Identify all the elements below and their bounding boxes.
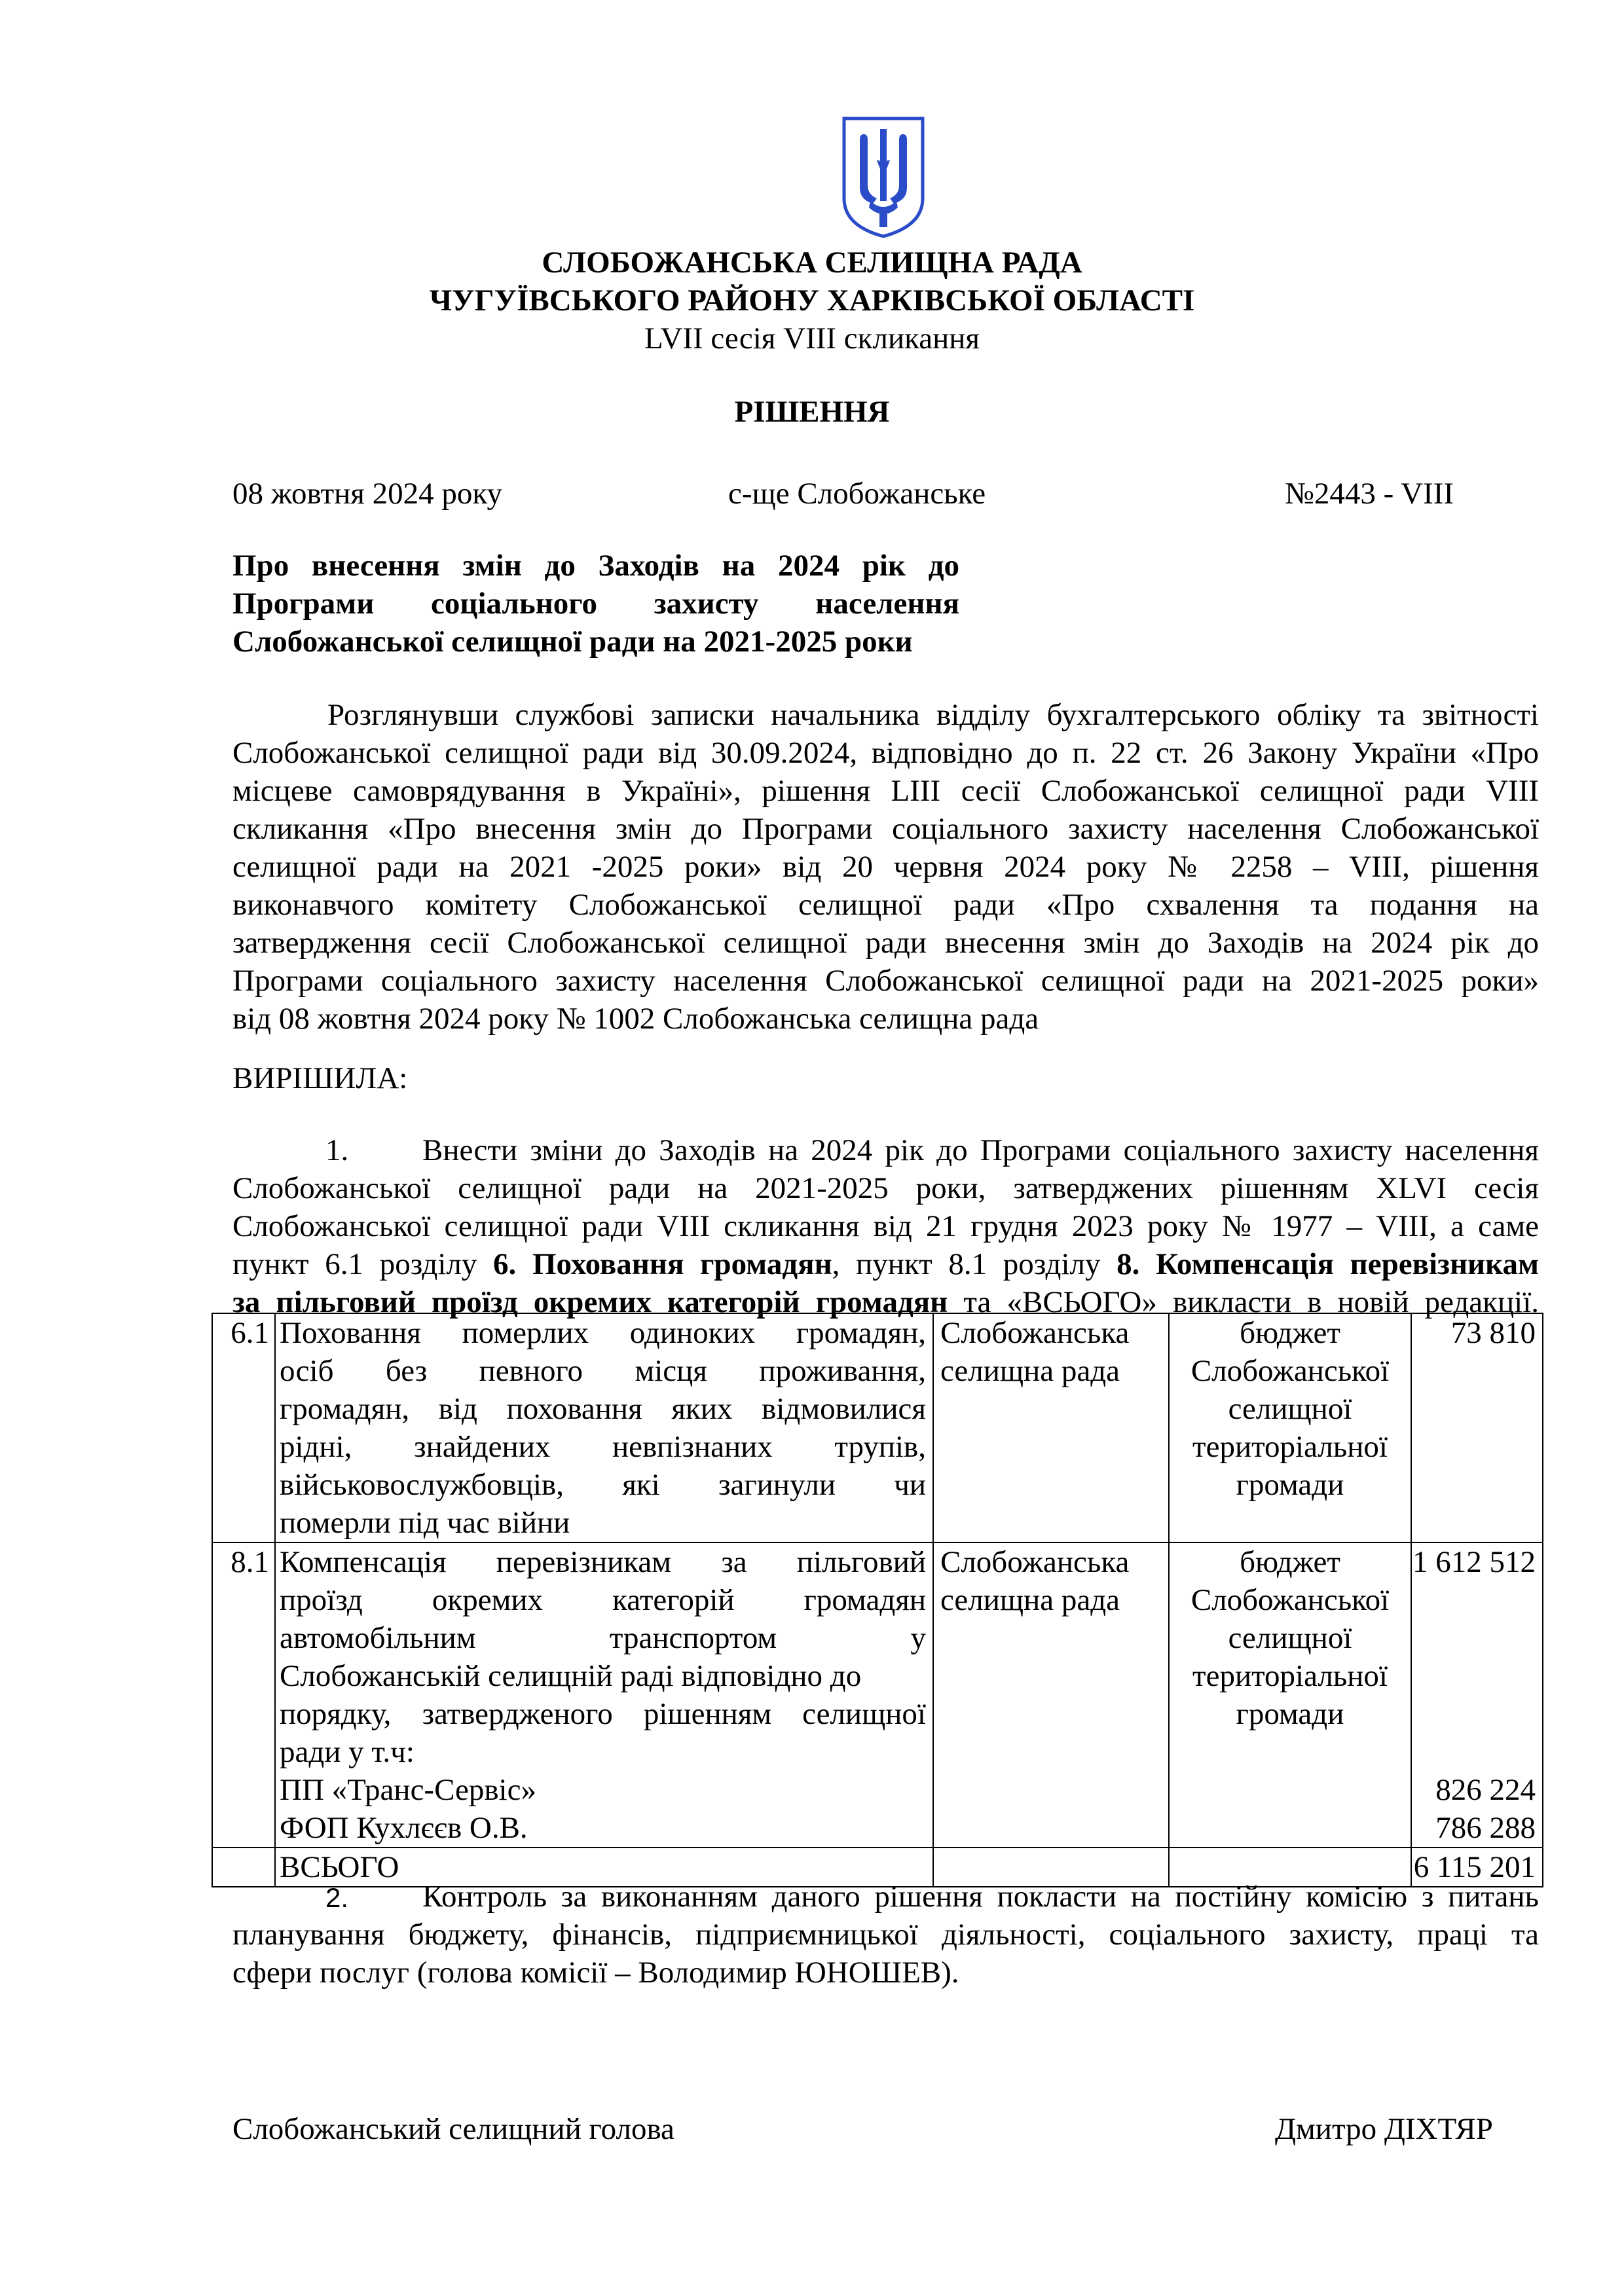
item-2-number: 2.: [325, 1882, 349, 1913]
source-line: бюджет: [1240, 1316, 1340, 1350]
row-executor: [933, 1542, 1169, 1848]
source-line: громади: [1236, 1697, 1344, 1731]
preamble-line: Слобожанської селищної ради від 30.09.2024, відповідно до п. 22 ст. 26 Закону України «Про: [232, 736, 1539, 770]
total-amount: 6 115 201: [1411, 1848, 1543, 1887]
sub-recipient: ФОП Кухлєєв О.В.: [280, 1811, 528, 1845]
preamble-line: скликання «Про внесення змін до Програми соціального захисту населення Слобожанської: [232, 812, 1539, 846]
description-line: Слобожанській селищній раді відповідно до: [280, 1659, 862, 1693]
preamble-line: місцеве самоврядування в Україні», рішення LIII сесії Слобожанської селищної ради VIII: [232, 774, 1539, 808]
measures-table: [212, 1313, 1543, 1887]
section-6-title: 6. Поховання громадян: [493, 1247, 832, 1281]
decision-date: 08 жовтня 2024 року: [232, 477, 503, 511]
item-1-text-run: , пункт 8.1 розділу: [832, 1247, 1117, 1281]
district-title: ЧУГУЇВСЬКОГО РАЙОНУ ХАРКІВСЬКОЇ ОБЛАСТІ: [429, 283, 1195, 318]
preamble-line: від 08 жовтня 2024 року № 1002 Слобожанська селищна рада: [232, 1002, 1039, 1036]
row-executor: [933, 1313, 1169, 1542]
description-line: порядку, затвердженого рішенням селищної: [280, 1697, 926, 1731]
signatory-name: Дмитро ДІХТЯР: [1275, 2112, 1493, 2146]
sub-amount: 786 288: [1435, 1811, 1536, 1845]
item-1-number: 1.: [325, 1133, 349, 1167]
description-line: автомобільним транспортом у: [280, 1621, 926, 1655]
subject-line: Про внесення змін до Заходів на 2024 рік до: [232, 549, 959, 583]
signatory-position: Слобожанський селищний голова: [232, 2112, 674, 2146]
item-2-text: [232, 1878, 1539, 1992]
decision-number: №2443 - VIII: [1285, 477, 1454, 511]
description-line: ради у т.ч:: [280, 1735, 415, 1769]
item-1-line: Слобожанської селищної ради VIII скликання від 21 грудня 2023 року № 1977 – VIII, а саме: [232, 1209, 1539, 1243]
executor-line: Слобожанська: [940, 1316, 1130, 1350]
table-row: [212, 1313, 1543, 1542]
row-description: [275, 1313, 933, 1542]
amount-spacer: [1412, 1581, 1536, 1771]
source-line: територіальної: [1192, 1659, 1388, 1693]
description-line: померли під час війни: [280, 1506, 570, 1540]
source-line: бюджет: [1240, 1545, 1340, 1579]
description-line: Поховання померлих одиноких громадян,: [280, 1316, 926, 1350]
item-2-line: планування бюджету, фінансів, підприємницької діяльності, соціального захисту, праці та: [232, 1918, 1539, 1952]
section-8-title-cont: за пільговий проїзд окремих категорій громадян: [232, 1285, 948, 1319]
item-1-line: [232, 1245, 1539, 1283]
preamble-line: селищної ради на 2021 -2025 роки» від 20 червня 2024 року № 2258 – VIII, рішення: [232, 850, 1539, 884]
row-description: [275, 1542, 933, 1848]
item-1-text-run: пункт 6.1 розділу: [232, 1247, 494, 1281]
total-label: ВСЬОГО: [275, 1848, 933, 1887]
row-amount: [1411, 1313, 1543, 1542]
amount-value: 1 612 512: [1412, 1545, 1536, 1579]
source-line: селищної: [1228, 1621, 1352, 1655]
preamble-line: виконавчого комітету Слобожанської селищної ради «Про схвалення та подання на: [232, 888, 1539, 922]
subject-line: Програми соціального захисту населення: [232, 587, 959, 621]
amount-value: 73 810: [1450, 1316, 1536, 1350]
description-line: рідні, знайдених невпізнаних трупів,: [280, 1430, 926, 1464]
row-number: 6.1: [212, 1313, 275, 1542]
table-row: [212, 1542, 1543, 1848]
decision-subject: [232, 547, 959, 661]
preamble: [232, 696, 1539, 1038]
subject-line: Слобожанської селищної ради на 2021-2025 роки: [232, 625, 913, 659]
decision-place: с-ще Слобожанське: [728, 477, 986, 511]
row-amount: [1411, 1542, 1543, 1848]
executor-line: селищна рада: [940, 1583, 1120, 1617]
preamble-line: Розглянувши службові записки начальника відділу бухгалтерського обліку та звітності: [327, 698, 1539, 732]
description-line: осіб без певного місця проживання,: [280, 1354, 926, 1388]
resolved-heading: ВИРІШИЛА:: [232, 1061, 408, 1095]
source-line: громади: [1236, 1468, 1344, 1502]
preamble-line: затвердження сесії Слобожанської селищної ради внесення змін до Заходів на 2024 рік до: [232, 926, 1539, 960]
sub-recipient: ПП «Транс-Сервіс»: [280, 1773, 536, 1807]
session-line: LVII сесія VIII скликання: [644, 321, 980, 355]
council-title: СЛОБОЖАНСЬКА СЕЛИЩНА РАДА: [542, 246, 1082, 280]
coat-of-arms-icon: [840, 115, 927, 239]
item-1-line: Слобожанської селищної ради на 2021-2025 роки, затверджених рішенням XLVI сесія: [232, 1171, 1539, 1205]
executor-line: Слобожанська: [940, 1545, 1130, 1579]
row-number: 8.1: [212, 1542, 275, 1848]
source-line: територіальної: [1192, 1430, 1388, 1464]
source-line: селищної: [1228, 1392, 1352, 1426]
preamble-line: Програми соціального захисту населення Слобожанської селищної ради на 2021-2025 роки»: [232, 964, 1539, 998]
source-line: Слобожанської: [1190, 1354, 1390, 1388]
source-line: Слобожанської: [1190, 1583, 1390, 1617]
description-line: громадян, від поховання яких відмовилися: [280, 1392, 926, 1426]
item-2-line: Контроль за виконанням даного рішення покласти на постійну комісію з питань: [422, 1880, 1539, 1914]
section-8-title: 8. Компенсація перевізникам: [1116, 1247, 1539, 1281]
row-funding-source: [1169, 1542, 1411, 1848]
executor-line: селищна рада: [940, 1354, 1120, 1388]
row-funding-source: [1169, 1313, 1411, 1542]
sub-amount: 826 224: [1435, 1773, 1536, 1807]
item-1-line: Внести зміни до Заходів на 2024 рік до Програми соціального захисту населення: [422, 1133, 1539, 1167]
description-line: проїзд окремих категорій громадян: [280, 1583, 926, 1617]
item-1-text: [232, 1131, 1539, 1321]
description-line: військовослужбовців, які загинули чи: [280, 1468, 926, 1502]
document-type: РІШЕННЯ: [734, 395, 890, 429]
item-2-line: сфери послуг (голова комісії – Володимир ЮНОШЕВ).: [232, 1956, 959, 1990]
item-1-text-run: та «ВСЬОГО» викласти в новій редакції.: [948, 1285, 1540, 1319]
description-line: Компенсація перевізникам за пільговий: [280, 1545, 926, 1579]
